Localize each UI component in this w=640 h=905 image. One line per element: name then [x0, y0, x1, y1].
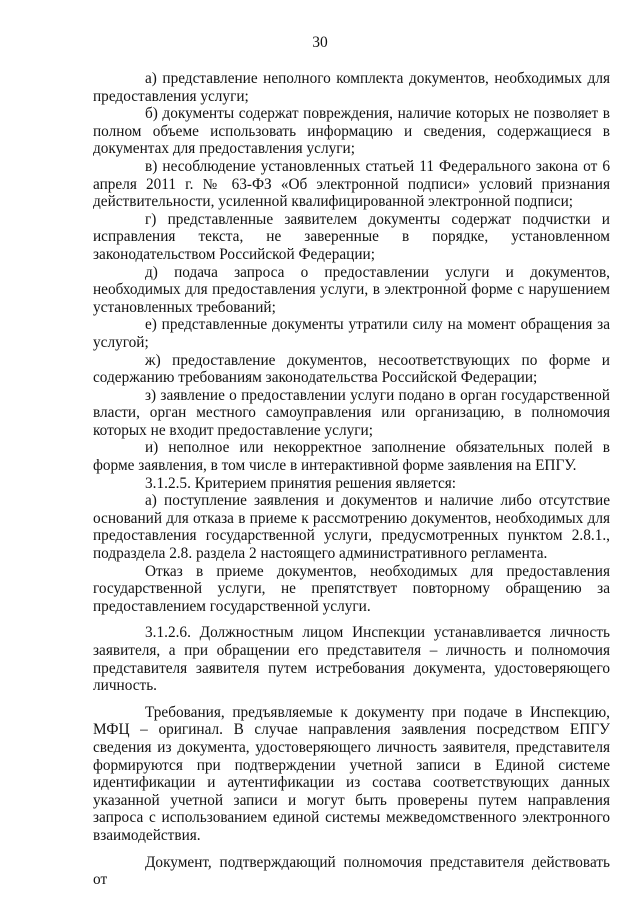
paragraph-3-1-2-6-identity: 3.1.2.6. Должностным лицом Инспекции устанавливается личность заявителя, а при обращении его представителя – личность и полномочия представителя заявителя путем истребования документа, удостоверяющего личность. [93, 624, 610, 695]
paragraph-a-incomplete-documents: а) представление неполного комплекта документов, необходимых для предоставления услуги; [93, 70, 610, 105]
paragraph-b-damaged-documents: б) документы содержат повреждения, наличие которых не позволяет в полном объеме использовать информацию и сведения, содержащиеся в документах для предоставления услуги; [93, 105, 610, 158]
paragraph-3-1-2-5-criterion: 3.1.2.5. Критерием принятия решения является: [145, 474, 457, 492]
paragraph-d-electronic-request-violation: д) подача запроса о предоставлении услуги и документов, необходимых для предоставления услуги, в электронной форме с нарушением установленных требований; [93, 263, 610, 316]
paragraph-document-requirements: Требования, предъявляемые к документу при подаче в Инспекцию, МФЦ – оригинал. В случае направления заявления посредством ЕПГУ сведения из документа, удостоверяющего личность заявителя, представителя формируются при подтверждении учетной записи в Единой системе идентификации и аутентификации из состава соответствующих данных указанной учетной записи и могут быть проверены путем направления запроса с использованием единой системы межведомственного электронного взаимодействия. [93, 703, 610, 844]
paragraph-criterion-a: а) поступление заявления и документов и наличие либо отсутствие оснований для отказа в приеме к рассмотрению документов, необходимых для предоставления государственной услуги, предусмотренных пунктом 2.8.1., подраздела 2.8. раздела 2 настоящего административного регламента. [93, 492, 610, 563]
paragraph-zh-nonconforming-documents: ж) предоставление документов, несоответствующих по форме и содержанию требованиям законодательства Российской Федерации; [93, 351, 610, 387]
paragraph-refusal-note: Отказ в приеме документов, необходимых для предоставления государственной услуги, не препятствует повторному обращению за предоставлением государственной услуги. [93, 562, 610, 615]
page-number: 30 [312, 34, 328, 51]
paragraph-v-signature-conditions: в) несоблюдение установленных статьей 11 Федерального закона от 6 апреля 2011 г. № 63-ФЗ «Об электронной подписи» условий признания действительности, усиленной квалифицированной электронной подписи; [93, 157, 610, 211]
paragraph-z-wrong-authority: з) заявление о предоставлении услуги подано в орган государственной власти, орган местного самоуправления или организацию, в полномочия которых не входит предоставление услуги; [93, 386, 610, 439]
paragraph-i-incomplete-form: и) неполное или некорректное заполнение обязательных полей в форме заявления, в том числе в интерактивной форме заявления на ЕПГУ. [93, 439, 610, 475]
paragraph-authority-document: Документ, подтверждающий полномочия представителя действовать от [93, 853, 610, 889]
body-text [93, 70, 610, 889]
paragraph-g-erasures-corrections: г) представленные заявителем документы содержат подчистки и исправления текста, не заверенные в порядке, установленном законодательством Российской Федерации; [93, 210, 610, 263]
paragraph-e-expired-documents: е) представленные документы утратили силу на момент обращения за услугой; [93, 316, 610, 351]
